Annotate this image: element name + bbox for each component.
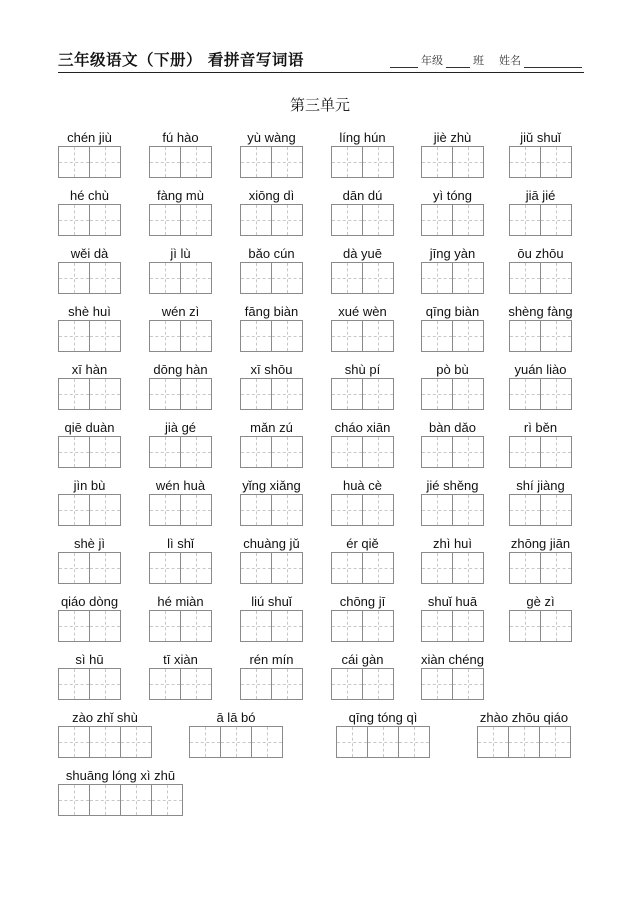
writing-boxes [331, 494, 393, 526]
pinyin-label: tī xiàn [163, 652, 198, 667]
tianzige-writing-box[interactable] [367, 726, 399, 758]
tianzige-writing-box[interactable] [452, 436, 484, 468]
writing-boxes [331, 378, 393, 410]
pinyin-label: wén zì [161, 304, 200, 319]
tianzige-writing-box[interactable] [271, 262, 303, 294]
writing-boxes [149, 146, 211, 178]
tianzige-writing-box[interactable] [240, 204, 272, 236]
writing-boxes [58, 378, 120, 410]
tianzige-writing-box[interactable] [58, 204, 90, 236]
tianzige-writing-box[interactable] [421, 262, 453, 294]
tianzige-writing-box[interactable] [89, 784, 121, 816]
pinyin-label: dōng hàn [153, 362, 208, 377]
writing-boxes [240, 146, 302, 178]
pinyin-label: qīng tóng qì [348, 710, 418, 725]
tianzige-writing-box[interactable] [89, 494, 121, 526]
writing-boxes [509, 204, 571, 236]
writing-boxes [421, 262, 483, 294]
tianzige-writing-box[interactable] [58, 610, 90, 642]
tianzige-writing-box[interactable] [540, 146, 572, 178]
writing-boxes [58, 552, 120, 584]
writing-boxes [331, 436, 393, 468]
writing-boxes [509, 552, 571, 584]
tianzige-writing-box[interactable] [271, 668, 303, 700]
writing-boxes [58, 262, 120, 294]
writing-boxes [421, 610, 483, 642]
tianzige-writing-box[interactable] [180, 668, 212, 700]
pinyin-label: gè zì [526, 594, 555, 609]
tianzige-writing-box[interactable] [331, 146, 363, 178]
writing-boxes [58, 436, 120, 468]
pinyin-label: ér qiě [346, 536, 379, 551]
writing-boxes [149, 436, 211, 468]
tianzige-writing-box[interactable] [271, 378, 303, 410]
writing-boxes [421, 204, 483, 236]
tianzige-writing-box[interactable] [89, 436, 121, 468]
tianzige-writing-box[interactable] [89, 610, 121, 642]
tianzige-writing-box[interactable] [362, 494, 394, 526]
writing-boxes [240, 320, 302, 352]
writing-boxes [421, 436, 483, 468]
tianzige-writing-box[interactable] [58, 726, 90, 758]
pinyin-label: liú shuǐ [251, 594, 292, 609]
tianzige-writing-box[interactable] [539, 726, 571, 758]
tianzige-writing-box[interactable] [271, 436, 303, 468]
tianzige-writing-box[interactable] [58, 262, 90, 294]
tianzige-writing-box[interactable] [509, 552, 541, 584]
tianzige-writing-box[interactable] [240, 552, 272, 584]
writing-boxes [58, 146, 120, 178]
tianzige-writing-box[interactable] [251, 726, 283, 758]
tianzige-writing-box[interactable] [540, 552, 572, 584]
pinyin-label: chén jiù [67, 130, 112, 145]
tianzige-writing-box[interactable] [421, 668, 453, 700]
pinyin-label: bǎo cún [248, 246, 295, 261]
tianzige-writing-box[interactable] [58, 668, 90, 700]
pinyin-label: ā lā bó [216, 710, 256, 725]
writing-boxes [331, 262, 393, 294]
tianzige-writing-box[interactable] [180, 146, 212, 178]
tianzige-writing-box[interactable] [509, 146, 541, 178]
tianzige-writing-box[interactable] [149, 378, 181, 410]
writing-boxes [477, 726, 570, 758]
pinyin-label: xiōng dì [248, 188, 295, 203]
tianzige-writing-box[interactable] [180, 378, 212, 410]
tianzige-writing-box[interactable] [421, 378, 453, 410]
tianzige-writing-box[interactable] [271, 494, 303, 526]
writing-boxes [58, 668, 120, 700]
tianzige-writing-box[interactable] [149, 146, 181, 178]
pinyin-label: shuāng lóng xì zhū [65, 768, 176, 783]
tianzige-writing-box[interactable] [452, 494, 484, 526]
tianzige-writing-box[interactable] [271, 610, 303, 642]
pinyin-label: shèng fàng [508, 304, 573, 319]
tianzige-writing-box[interactable] [331, 378, 363, 410]
writing-boxes [509, 494, 571, 526]
writing-boxes [149, 262, 211, 294]
tianzige-writing-box[interactable] [362, 552, 394, 584]
pinyin-label: rì běn [523, 420, 558, 435]
tianzige-writing-box[interactable] [362, 204, 394, 236]
pinyin-label: ōu zhōu [517, 246, 564, 261]
pinyin-label: huà cè [342, 478, 383, 493]
tianzige-writing-box[interactable] [58, 378, 90, 410]
class-label: 班 [473, 54, 484, 67]
tianzige-writing-box[interactable] [149, 436, 181, 468]
tianzige-writing-box[interactable] [452, 610, 484, 642]
tianzige-writing-box[interactable] [421, 610, 453, 642]
writing-boxes [240, 668, 302, 700]
tianzige-writing-box[interactable] [240, 494, 272, 526]
writing-boxes [149, 320, 211, 352]
writing-boxes [421, 494, 483, 526]
tianzige-writing-box[interactable] [540, 494, 572, 526]
tianzige-writing-box[interactable] [509, 320, 541, 352]
writing-boxes [331, 668, 393, 700]
pinyin-label: xī shōu [250, 362, 293, 377]
pinyin-label: jiè zhù [433, 130, 472, 145]
pinyin-label: dān dú [342, 188, 383, 203]
pinyin-label: dà yuē [342, 246, 383, 261]
writing-boxes [149, 378, 211, 410]
writing-boxes [149, 610, 211, 642]
pinyin-label: zào zhǐ shù [72, 710, 138, 725]
tianzige-writing-box[interactable] [452, 378, 484, 410]
writing-boxes [149, 552, 211, 584]
pinyin-label: yuán liào [514, 362, 567, 377]
tianzige-writing-box[interactable] [89, 668, 121, 700]
writing-boxes [240, 436, 302, 468]
pinyin-label: yǐng xiǎng [242, 478, 301, 493]
tianzige-writing-box[interactable] [240, 320, 272, 352]
tianzige-writing-box[interactable] [240, 436, 272, 468]
tianzige-writing-box[interactable] [149, 610, 181, 642]
tianzige-writing-box[interactable] [89, 320, 121, 352]
tianzige-writing-box[interactable] [189, 726, 221, 758]
tianzige-writing-box[interactable] [149, 668, 181, 700]
tianzige-writing-box[interactable] [421, 204, 453, 236]
tianzige-writing-box[interactable] [421, 320, 453, 352]
tianzige-writing-box[interactable] [331, 436, 363, 468]
pinyin-label: pò bù [436, 362, 469, 377]
writing-boxes [240, 262, 302, 294]
pinyin-label: hé miàn [157, 594, 204, 609]
writing-boxes [421, 378, 483, 410]
tianzige-writing-box[interactable] [149, 494, 181, 526]
tianzige-writing-box[interactable] [240, 262, 272, 294]
tianzige-writing-box[interactable] [398, 726, 430, 758]
tianzige-writing-box[interactable] [180, 262, 212, 294]
pinyin-label: xī hàn [71, 362, 108, 377]
writing-boxes [509, 436, 571, 468]
pinyin-label: yù wàng [247, 130, 296, 145]
pinyin-label: yì tóng [432, 188, 473, 203]
tianzige-writing-box[interactable] [58, 320, 90, 352]
tianzige-writing-box[interactable] [362, 320, 394, 352]
tianzige-writing-box[interactable] [362, 668, 394, 700]
pinyin-label: bàn dǎo [429, 420, 476, 435]
tianzige-writing-box[interactable] [151, 784, 183, 816]
tianzige-writing-box[interactable] [540, 262, 572, 294]
tianzige-writing-box[interactable] [89, 378, 121, 410]
pinyin-label: jiǔ shuǐ [520, 130, 561, 145]
class-blank[interactable] [446, 56, 470, 68]
writing-boxes [240, 610, 302, 642]
pinyin-label: qiáo dòng [60, 594, 119, 609]
pinyin-label: shè huì [68, 304, 111, 319]
worksheet-title: 三年级语文（下册） 看拼音写词语 [58, 51, 304, 69]
tianzige-writing-box[interactable] [58, 436, 90, 468]
writing-boxes [240, 494, 302, 526]
tianzige-writing-box[interactable] [331, 262, 363, 294]
name-label: 姓名 [499, 54, 521, 67]
tianzige-writing-box[interactable] [271, 146, 303, 178]
tianzige-writing-box[interactable] [452, 146, 484, 178]
tianzige-writing-box[interactable] [180, 494, 212, 526]
writing-boxes [58, 204, 120, 236]
pinyin-label: xiàn chéng [421, 652, 484, 667]
tianzige-writing-box[interactable] [509, 610, 541, 642]
tianzige-writing-box[interactable] [452, 668, 484, 700]
pinyin-label: qiē duàn [64, 420, 115, 435]
writing-boxes [58, 320, 120, 352]
tianzige-writing-box[interactable] [240, 146, 272, 178]
pinyin-label: jìn bù [73, 478, 106, 493]
pinyin-label: chuàng jǔ [243, 536, 300, 551]
writing-boxes [58, 494, 120, 526]
pinyin-label: fāng biàn [244, 304, 299, 319]
tianzige-writing-box[interactable] [331, 668, 363, 700]
pinyin-label: líng hún [339, 130, 386, 145]
tianzige-writing-box[interactable] [509, 204, 541, 236]
pinyin-label: rén mín [249, 652, 294, 667]
writing-boxes [509, 378, 571, 410]
tianzige-writing-box[interactable] [89, 262, 121, 294]
writing-boxes [509, 146, 571, 178]
writing-boxes [421, 668, 483, 700]
tianzige-writing-box[interactable] [540, 320, 572, 352]
pinyin-label: sì hū [75, 652, 104, 667]
writing-boxes [509, 610, 571, 642]
tianzige-writing-box[interactable] [271, 204, 303, 236]
writing-boxes [58, 610, 120, 642]
tianzige-writing-box[interactable] [362, 436, 394, 468]
grade-label: 年级 [421, 54, 443, 67]
tianzige-writing-box[interactable] [89, 552, 121, 584]
writing-boxes [149, 494, 211, 526]
tianzige-writing-box[interactable] [58, 784, 90, 816]
writing-boxes [189, 726, 282, 758]
grade-blank[interactable] [390, 56, 418, 68]
name-blank[interactable] [524, 56, 582, 68]
pinyin-label: zhào zhōu qiáo [479, 710, 569, 725]
tianzige-writing-box[interactable] [331, 494, 363, 526]
pinyin-label: jià gé [164, 420, 197, 435]
tianzige-writing-box[interactable] [452, 320, 484, 352]
pinyin-label: jiā jié [525, 188, 556, 203]
pinyin-label: wén huà [155, 478, 206, 493]
tianzige-writing-box[interactable] [452, 552, 484, 584]
tianzige-writing-box[interactable] [149, 204, 181, 236]
tianzige-writing-box[interactable] [180, 610, 212, 642]
pinyin-label: lì shǐ [167, 536, 194, 551]
tianzige-writing-box[interactable] [149, 320, 181, 352]
tianzige-writing-box[interactable] [89, 726, 121, 758]
tianzige-writing-box[interactable] [421, 494, 453, 526]
tianzige-writing-box[interactable] [58, 552, 90, 584]
tianzige-writing-box[interactable] [331, 552, 363, 584]
tianzige-writing-box[interactable] [331, 320, 363, 352]
tianzige-writing-box[interactable] [180, 204, 212, 236]
pinyin-label: chōng jī [339, 594, 386, 609]
writing-boxes [240, 378, 302, 410]
tianzige-writing-box[interactable] [58, 146, 90, 178]
pinyin-label: fàng mù [157, 188, 204, 203]
tianzige-writing-box[interactable] [509, 494, 541, 526]
tianzige-writing-box[interactable] [240, 668, 272, 700]
writing-boxes [331, 204, 393, 236]
pinyin-label: qīng biàn [425, 304, 480, 319]
pinyin-label: mǎn zú [250, 420, 293, 435]
pinyin-label: fú hào [162, 130, 199, 145]
tianzige-writing-box[interactable] [240, 610, 272, 642]
pinyin-label: cái gàn [341, 652, 384, 667]
tianzige-writing-box[interactable] [362, 262, 394, 294]
pinyin-label: jīng yàn [429, 246, 476, 261]
tianzige-writing-box[interactable] [509, 436, 541, 468]
tianzige-writing-box[interactable] [421, 146, 453, 178]
tianzige-writing-box[interactable] [180, 436, 212, 468]
writing-boxes [421, 552, 483, 584]
header-divider [58, 72, 584, 73]
writing-boxes [240, 204, 302, 236]
tianzige-writing-box[interactable] [331, 610, 363, 642]
pinyin-label: cháo xiān [334, 420, 391, 435]
tianzige-writing-box[interactable] [220, 726, 252, 758]
tianzige-writing-box[interactable] [452, 262, 484, 294]
writing-boxes [331, 146, 393, 178]
tianzige-writing-box[interactable] [149, 552, 181, 584]
writing-boxes [149, 204, 211, 236]
writing-boxes [331, 320, 393, 352]
pinyin-label: zhì huì [432, 536, 473, 551]
tianzige-writing-box[interactable] [540, 436, 572, 468]
tianzige-writing-box[interactable] [540, 378, 572, 410]
pinyin-label: hé chù [69, 188, 110, 203]
tianzige-writing-box[interactable] [508, 726, 540, 758]
student-info-fields [390, 52, 582, 68]
pinyin-label: shuǐ huā [427, 594, 478, 609]
tianzige-writing-box[interactable] [331, 204, 363, 236]
tianzige-writing-box[interactable] [540, 204, 572, 236]
writing-boxes [421, 146, 483, 178]
writing-boxes [149, 668, 211, 700]
tianzige-writing-box[interactable] [540, 610, 572, 642]
tianzige-writing-box[interactable] [89, 204, 121, 236]
pinyin-label: zhōng jiān [510, 536, 571, 551]
tianzige-writing-box[interactable] [149, 262, 181, 294]
writing-boxes [509, 262, 571, 294]
writing-boxes [240, 552, 302, 584]
writing-boxes [331, 552, 393, 584]
tianzige-writing-box[interactable] [336, 726, 368, 758]
tianzige-writing-box[interactable] [271, 552, 303, 584]
tianzige-writing-box[interactable] [362, 378, 394, 410]
pinyin-label: jié shěng [426, 478, 479, 493]
tianzige-writing-box[interactable] [271, 320, 303, 352]
tianzige-writing-box[interactable] [180, 552, 212, 584]
tianzige-writing-box[interactable] [509, 378, 541, 410]
pinyin-label: xué wèn [338, 304, 387, 319]
tianzige-writing-box[interactable] [452, 204, 484, 236]
pinyin-label: shù pí [344, 362, 381, 377]
tianzige-writing-box[interactable] [362, 610, 394, 642]
tianzige-writing-box[interactable] [89, 146, 121, 178]
tianzige-writing-box[interactable] [362, 146, 394, 178]
writing-boxes [58, 784, 182, 816]
pinyin-label: jì lù [170, 246, 191, 261]
writing-boxes [336, 726, 429, 758]
tianzige-writing-box[interactable] [120, 784, 152, 816]
pinyin-label: shí jiàng [516, 478, 565, 493]
tianzige-writing-box[interactable] [120, 726, 152, 758]
writing-boxes [331, 610, 393, 642]
writing-boxes [58, 726, 151, 758]
tianzige-writing-box[interactable] [240, 378, 272, 410]
tianzige-writing-box[interactable] [421, 436, 453, 468]
tianzige-writing-box[interactable] [180, 320, 212, 352]
pinyin-label: wěi dà [70, 246, 109, 261]
writing-boxes [509, 320, 571, 352]
writing-boxes [421, 320, 483, 352]
tianzige-writing-box[interactable] [477, 726, 509, 758]
pinyin-label: shè jì [73, 536, 106, 551]
tianzige-writing-box[interactable] [421, 552, 453, 584]
tianzige-writing-box[interactable] [509, 262, 541, 294]
tianzige-writing-box[interactable] [58, 494, 90, 526]
unit-title: 第三单元 [289, 96, 350, 114]
